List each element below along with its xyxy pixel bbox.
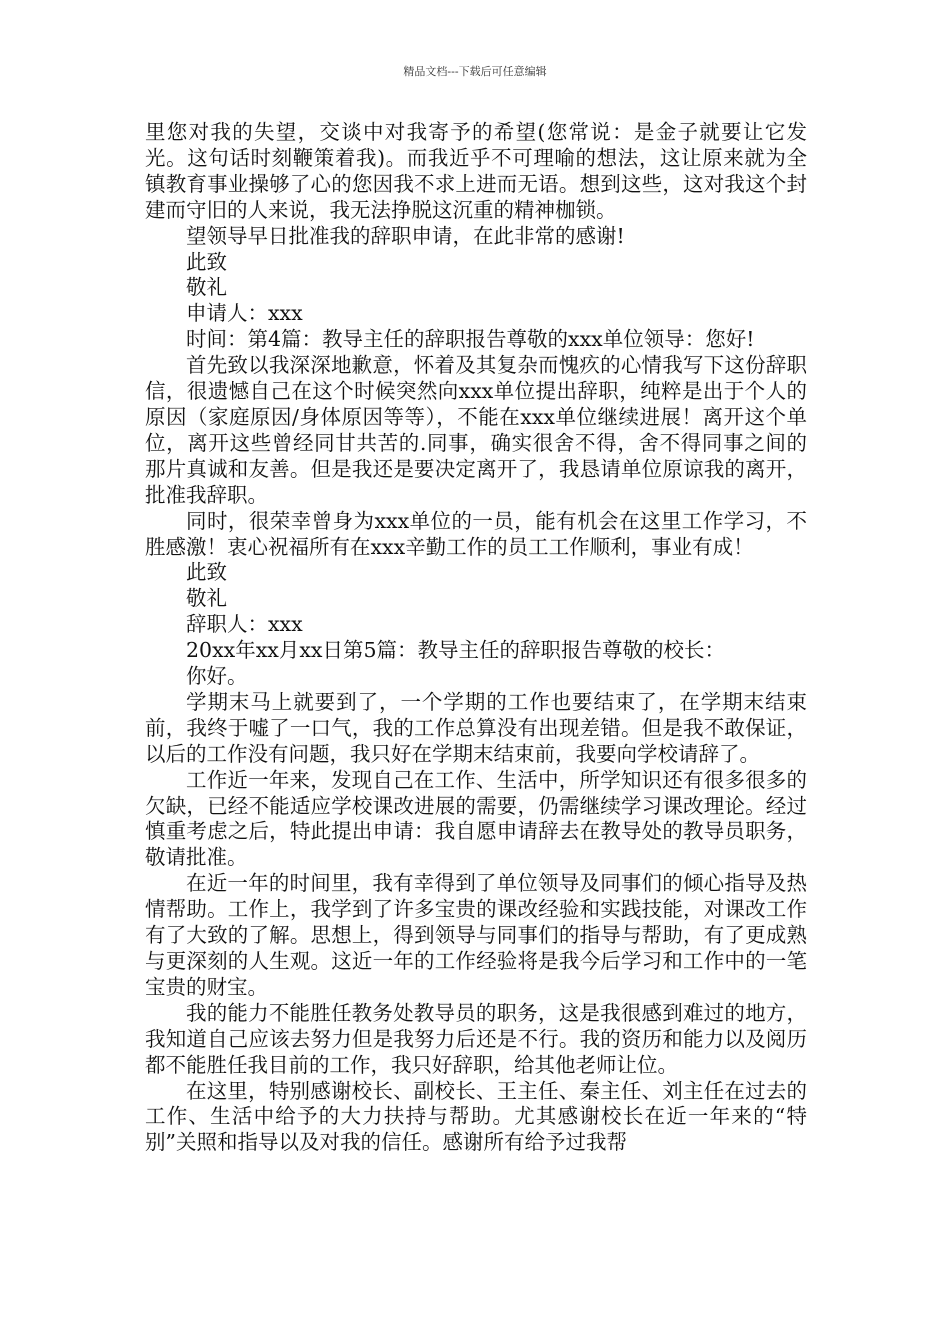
paragraph: 敬礼 bbox=[186, 275, 227, 300]
paragraph: 敬礼 bbox=[186, 586, 227, 611]
paragraph: 此致 bbox=[186, 249, 227, 274]
paragraph: 你好。 bbox=[186, 664, 248, 689]
paragraph: 首先致以我深深地歉意，怀着及其复杂而愧疚的心情我写下这份辞职信，很遗憾自己在这个时候突然向xxx单位提出辞职，纯粹是出于个人的原因（家庭原因/身体原因等等），不能在xxx单位继续进展！离开这个单位，离开这些曾经同甘共苦的.同事，确实很舍不得，舍不得同事之间的那片真诚和友善。但是我还是要决定离开了，我恳请单位原谅我的离开，批准我辞职。 bbox=[145, 353, 807, 507]
paragraph: 里您对我的失望，交谈中对我寄予的希望(您常说：是金子就要让它发光。这句话时刻鞭策着我)。而我近乎不可理喻的想法，这让原来就为全镇教育事业操够了心的您因我不求上进而无语。想到这些，这对我这个封建而守旧的人来说，我无法挣脱这沉重的精神枷锁。 bbox=[145, 120, 807, 222]
paragraph: 我的能力不能胜任教务处教导员的职务，这是我很感到难过的地方，我知道自己应该去努力但是我努力后还是不行。我的资历和能力以及阅历都不能胜任我目前的工作，我只好辞职，给其他老师让位。 bbox=[145, 1000, 807, 1077]
paragraph: 此致 bbox=[186, 560, 227, 585]
paragraph: 在这里，特别感谢校长、副校长、王主任、秦主任、刘主任在过去的工作、生活中给予的大力扶持与帮助。尤其感谢校长在近一年来的“特别”关照和指导以及对我的信任。感谢所有给予过我帮 bbox=[145, 1078, 807, 1155]
paragraph: 工作近一年来，发现自己在工作、生活中，所学知识还有很多很多的欠缺，已经不能适应学校课改进展的需要，仍需继续学习课改理论。经过慎重考虑之后，特此提出申请：我自愿申请辞去在教导处的教导员职务，敬请批准。 bbox=[145, 767, 807, 870]
page-header: 精品文档---下载后可任意编辑 bbox=[403, 65, 547, 78]
paragraph: 20xx年xx月xx日第5篇：教导主任的辞职报告尊敬的校长： bbox=[186, 638, 725, 663]
paragraph: 望领导早日批准我的辞职申请，在此非常的感谢! bbox=[186, 223, 625, 248]
paragraph: 辞职人：xxx bbox=[186, 612, 303, 637]
paragraph: 时间：第4篇：教导主任的辞职报告尊敬的xxx单位领导：您好! bbox=[186, 327, 755, 352]
paragraph: 学期末马上就要到了，一个学期的工作也要结束了，在学期末结束前，我终于嘘了一口气，我的工作总算没有出现差错。但是我不敢保证，以后的工作没有问题，我只好在学期末结束前，我要向学校请辞了。 bbox=[145, 689, 807, 766]
paragraph: 同时，很荣幸曾身为xxx单位的一员，能有机会在这里工作学习，不胜感激！衷心祝福所有在xxx辛勤工作的员工工作顺利，事业有成！ bbox=[145, 508, 807, 559]
paragraph: 申请人：xxx bbox=[186, 301, 303, 326]
paragraph: 在近一年的时间里，我有幸得到了单位领导及同事们的倾心指导及热情帮助。工作上，我学到了许多宝贵的课改经验和实践技能，对课改工作有了大致的了解。思想上，得到领导与同事们的指导与帮助，有了更成熟与更深刻的人生观。这近一年的工作经验将是我今后学习和工作中的一笔宝贵的财宝。 bbox=[145, 871, 807, 999]
document-body bbox=[145, 120, 807, 1156]
